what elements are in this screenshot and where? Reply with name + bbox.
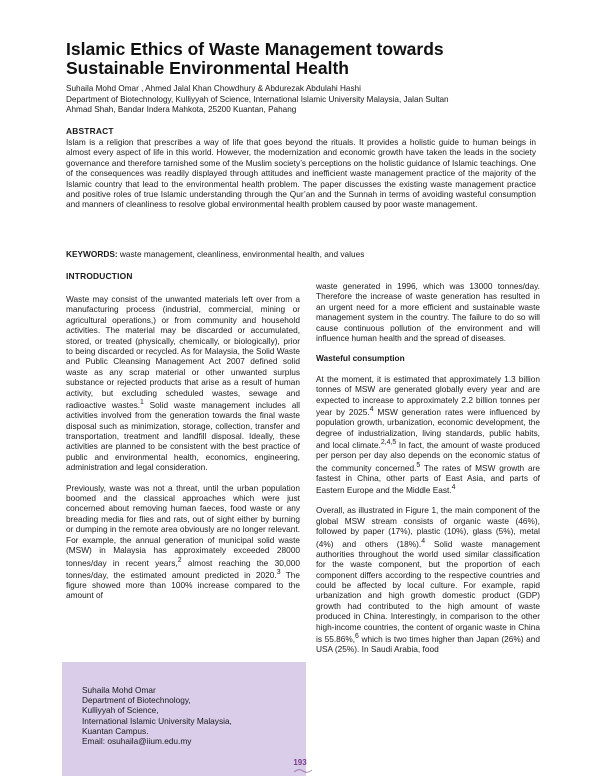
- paper-title: [66, 40, 546, 78]
- text-span: which is two times higher than Japan (26%) and USA (25%). In Saudi Arabia, food: [316, 633, 540, 655]
- author-block: [66, 84, 546, 116]
- text-span: The figure showed more than 100% increase compared to the amount of: [66, 569, 300, 601]
- correspondence-university: International Islamic University Malaysia,: [82, 715, 232, 726]
- citation: 2,4,5: [380, 439, 397, 447]
- correspondence-name: Suhaila Mohd Omar: [82, 685, 156, 695]
- author-names: Suhaila Mohd Omar , Ahmed Jalal Khan Chowdhury & Abdurezak Abdulahi Hashi: [66, 84, 361, 93]
- keywords-text: waste management, cleanliness, environmental health, and values: [117, 249, 365, 259]
- flourish-icon: [293, 768, 313, 774]
- citation: 6: [355, 633, 359, 641]
- text-span: At the moment, it is estimated that approximately 1.3 billion tonnes of MSW are generated globally every year and are expected to increase to approximately 2.2 billion tonnes per year by 2025.: [316, 373, 540, 417]
- title-line-1: Islamic Ethics of Waste Management towards: [66, 39, 444, 59]
- citation: 2: [177, 556, 182, 564]
- keywords-label: KEYWORDS:: [66, 249, 118, 259]
- correspondence-dept: Department of Biotechnology,: [82, 695, 191, 706]
- citation: 4: [451, 484, 456, 492]
- intro-paragraph-3: waste generated in 1996, which was 13000 tonnes/day. Therefore the increase of waste generation has resulted in an urgent need for a more efficient and sustainable waste management system in the country. The failure to do so will cause continuous pollution of the environment and will influence human health and the spread of diseases.: [316, 281, 540, 344]
- intro-paragraph-2: [66, 483, 300, 601]
- keywords: [66, 249, 536, 259]
- text-span: Waste may consist of the unwanted materials left over from a manufacturing process (industrial, commercial, mining or agricultural operations,) or from community and household activities. The material may be discarded or accumulated, stored, or treated (physically, chemically, or biologically), prior to being discarded or recycled. As for Malaysia, the Solid Waste and Public Cleansing Management Act 2007 defined solid waste as any scrap material or other unwanted surplus substance or rejected products that arise as a result of human activity, but excluding scheduled wastes, sewage and radioactive wastes.: [66, 294, 300, 410]
- citation: 5: [416, 461, 421, 469]
- right-column: [316, 281, 540, 665]
- citation: 4: [421, 537, 426, 545]
- correspondence-faculty: Kulliyyah of Science,: [82, 705, 159, 716]
- text-span: Overall, as illustrated in Figure 1, the main component of the global MSW stream consists of organic waste (46%), followed by paper (17%), plastic (10%), glass (5%), metal (4%) and others (18%).: [316, 505, 540, 549]
- correspondence-text: [82, 685, 302, 746]
- text-span: almost reaching the 30,000 tonnes/day, the estimated amount predicted in 2020.: [66, 557, 300, 580]
- page-number: 193: [293, 758, 307, 767]
- wasteful-paragraph-1: [316, 374, 540, 496]
- abstract-text: Islam is a religion that prescribes a way of life that goes beyond the rituals. It provides a holistic guide to human beings in almost every aspect of life in this world. However, the modernization and economic growth have taken the leads in the society governance and therefore tarnished some of the Muslim society’s perceptions on the holistic guidance of Islamic teachings. One of the consequences was readily displayed through attitudes and inefficient waste management practice of the majority of the Islamic country that lead to the environmental health problem. The paper discusses the existing waste management practice and positive roles of true Islamic understanding through the Qur’an and the Sunnah in terms of avoiding wasteful consumption and manners of cleanliness to resolve global environmental health problem caused by poor waste management.: [66, 137, 536, 210]
- text-span: Solid waste management authorities throughout the world used similar classification for the waste component, but the proportion of each component differs according to the respective countries and could be affected by local culture. For example, rapid urbanization and high growth domestic product (GDP) growth had contributed to the high amount of waste produced in China. Interestingly, in comparison to the other high-income countries, the content of organic waste in China is 55.86%,: [316, 538, 540, 644]
- text-span: In fact, the amount of waste produced per person per day also depends on the economic status of the community concerned.: [316, 439, 540, 473]
- citation: 4: [369, 406, 374, 414]
- text-span: Previously, waste was not a threat, until the urban population boomed and the classical approaches which were just concerned about removing human faeces, food waste or any breading media for flies and rats, out of sight either by burning or dumping in the remote area obviously are no longer relevant. For example, the annual generation of municipal solid waste (MSW) in Malaysia has approximately exceeded 28000 tonnes/day in recent years,: [66, 482, 300, 568]
- wasteful-paragraph-2: [316, 505, 540, 654]
- abstract-heading: ABSTRACT: [66, 126, 114, 136]
- text-span: Solid waste management includes all activities involved from the generation towards the final waste disposal such as minimization, storage, collection, transfer and transportation, treatment and landfill disposal. Ideally, these activities are planned to be consistent with the best practice of public and environmental health, economics, engineering, administration and legal consideration.: [66, 399, 300, 473]
- citation: 3: [276, 568, 281, 576]
- intro-paragraph-1: [66, 294, 300, 473]
- affiliation-line-1: Department of Biotechnology, Kulliyyah of Science, International Islamic University Malaysia, Jalan Sultan: [66, 94, 449, 104]
- text-span: The rates of MSW growth are fastest in China, other parts of East Asia, and parts of Eastern Europe and the Middle East.: [316, 462, 540, 495]
- text-span: MSW generation rates were influenced by population growth, urbanization, economic development, the degree of industrialization, living standards, public habits, and local climate.: [316, 406, 541, 450]
- citation: 1: [140, 399, 144, 407]
- correspondence-email[interactable]: Email: osuhaila@iium.edu.my: [82, 736, 192, 747]
- introduction-heading: INTRODUCTION: [66, 271, 133, 281]
- title-line-2: Sustainable Environmental Health: [66, 58, 349, 78]
- affiliation-line-2: Ahmad Shah, Bandar Indera Mahkota, 25200 Kuantan, Pahang: [66, 105, 297, 114]
- wasteful-consumption-heading: Wasteful consumption: [316, 353, 405, 364]
- correspondence-campus: Kuantan Campus.: [82, 725, 149, 736]
- left-column: [66, 294, 300, 611]
